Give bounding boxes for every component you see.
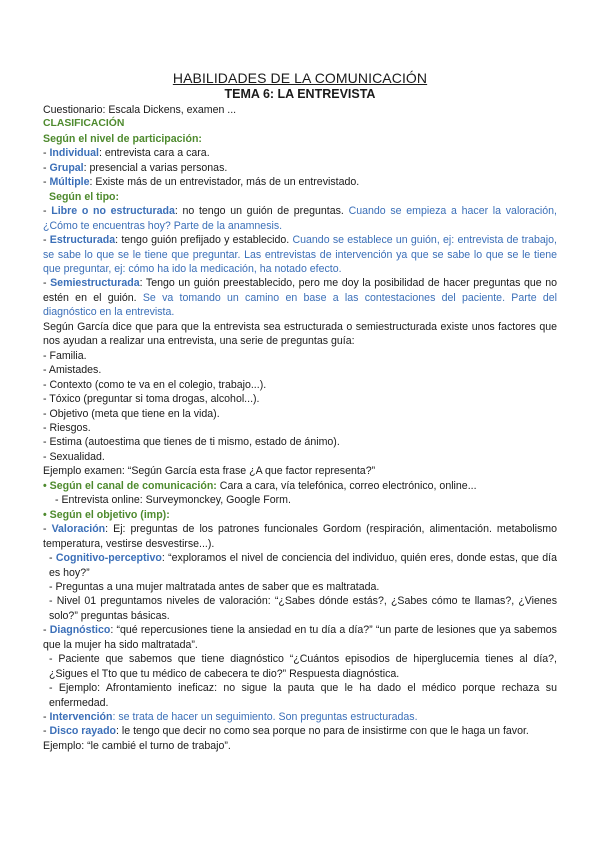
document-subtitle: TEMA 6: LA ENTREVISTA (224, 87, 376, 101)
heading-tipo: Según el tipo: (49, 190, 120, 203)
item-valoracion: - Valoración: Ej: preguntas de los patrones funcionales Gordom (respiración, alimentación. metabolismo temperatura, vestirse desvestirse...). (43, 523, 557, 550)
item-cognitivo: - Cognitivo-perceptivo: “exploramos el nivel de conciencia del individuo, quién eres, donde estas, que día es hoy?” (49, 552, 557, 579)
factor-sexualidad: - Sexualidad. (43, 450, 105, 463)
factor-familia: - Familia. (43, 349, 87, 362)
factor-objetivo: - Objetivo (meta que tiene en la vida). (43, 407, 220, 420)
term-disco-rayado: Disco rayado (49, 725, 117, 738)
intro-line: Cuestionario: Escala Dickens, examen ... (43, 104, 237, 116)
heading-participacion: Según el nivel de participación: (43, 132, 202, 145)
item-multiple: - Múltiple: Existe más de un entrevistador, más de un entrevistado. (43, 176, 360, 189)
item-grupal: - Grupal: presencial a varias personas. (43, 161, 228, 174)
term-estructurada: Estructurada (49, 234, 116, 247)
item-canal: • Según el canal de comunicación: Cara a cara, vía telefónica, correo electrónico, online... (43, 479, 477, 492)
term-libre: Libre o no estructurada (51, 205, 175, 218)
item-libre: - Libre o no estructurada: no tengo un guión de preguntas. Cuando se empieza a hacer la valoración, ¿Cómo te encuentras hoy? Parte de la anamnesis. (43, 205, 557, 232)
disco-ejemplo: Ejemplo: “le cambié el turno de trabajo”. (43, 739, 231, 752)
term-grupal: Grupal (49, 161, 84, 174)
canal-online: - Entrevista online: Surveymonckey, Google Form. (55, 494, 291, 507)
note-estructurada: Cuando se establece un guión, ej: entrevista de trabajo, se sabe lo que se le tiene que preguntar. Las entrevistas de intervención ya que se sabe lo que se le tiene que preguntar, ej: cómo ha ido la medicación, ha notado efecto. (43, 234, 557, 275)
heading-canal: • Según el canal de comunicación: (43, 479, 217, 492)
item-individual: - Individual: entrevista cara a cara. (43, 147, 210, 160)
term-cognitivo: Cognitivo-perceptivo (55, 552, 162, 565)
term-multiple: Múltiple (49, 176, 90, 189)
item-semiestructurada: - Semiestructurada: Tengo un guión preestablecido, pero me doy la posibilidad de hacer preguntas que no estén en el guión. Se va tomando un camino en base a las contestaciones del paciente. Parte del diagnóstico en la entrevista. (43, 277, 557, 319)
exam-example: Ejemplo examen: “Según García esta frase ¿A que factor representa?” (43, 465, 376, 478)
factor-contexto: - Contexto (como te va en el colegio, trabajo...). (43, 378, 267, 391)
note-libre: Cuando se empieza a hacer la valoración, ¿Cómo te encuentras hoy? Parte de la anamnesis. (43, 205, 557, 232)
item-maltratada: - Preguntas a una mujer maltratada antes de saber que es maltratada. (49, 580, 380, 593)
section-clasificacion: CLASIFICACIÓN (43, 118, 125, 130)
document-title: HABILIDADES DE LA COMUNICACIÓN (172, 70, 428, 86)
heading-objetivo: • Según el objetivo (imp): (43, 508, 170, 521)
factor-estima: - Estima (autoestima que tienes de ti mismo, estado de ánimo). (43, 436, 340, 449)
item-nivel01: - Nivel 01 preguntamos niveles de valoración: “¿Sabes dónde estás?, ¿Sabes cómo te llamas?, ¿Vienes solo?” preguntas básicas. (49, 595, 557, 622)
note-semiestructurada: Se va tomando un camino en base a las contestaciones del paciente. Parte del diagnóstico en la entrevista. (43, 291, 557, 319)
factor-toxico: - Tóxico (preguntar si toma drogas, alcohol...). (43, 393, 260, 406)
item-disco-rayado: - Disco rayado: le tengo que decir no como sea porque no para de insistirme con que le haga un favor. (43, 725, 529, 738)
term-valoracion: Valoración (51, 523, 106, 536)
term-semiestructurada: Semiestructurada (50, 277, 140, 290)
item-estructurada: - Estructurada: tengo guión prefijado y establecido. Cuando se establece un guión, ej: entrevista de trabajo, se sabe lo que se le tiene que preguntar. Las entrevistas de intervención ya que se sabe lo que se le tiene que preguntar, ej: cómo ha ido la medicación, ha notado efecto. (43, 234, 557, 275)
factor-riesgos: - Riesgos. (43, 421, 91, 434)
item-paciente: - Paciente que sabemos que tiene diagnóstico “¿Cuántos episodios de hiperglucemia tienes al día?, ¿Sigues el Tto que tu médico de cabecera te dio?” Respuesta diagnóstica. (49, 653, 557, 680)
term-individual: Individual (49, 147, 99, 160)
factor-amistades: - Amistades. (43, 364, 102, 377)
garcia-paragraph: Según García dice que para que la entrevista sea estructurada o semiestructurada existe unos factores que nos ayudan a realizar una entrevista, una serie de preguntas guía: (43, 320, 557, 348)
item-ejemplo: - Ejemplo: Afrontamiento ineficaz: no sigue la pauta que le ha dado el médico porque rechaza su enfermedad. (49, 682, 557, 709)
term-intervencion: Intervención (49, 711, 113, 724)
item-diagnostico: - Diagnóstico: “qué repercusiones tiene la ansiedad en tu día a día?” “un parte de lesiones que ya sabemos que la mujer ha sido maltratada”. (43, 624, 557, 651)
item-intervencion: - Intervención: se trata de hacer un seguimiento. Son preguntas estructuradas. (43, 711, 418, 724)
term-diagnostico: Diagnóstico (49, 624, 111, 637)
